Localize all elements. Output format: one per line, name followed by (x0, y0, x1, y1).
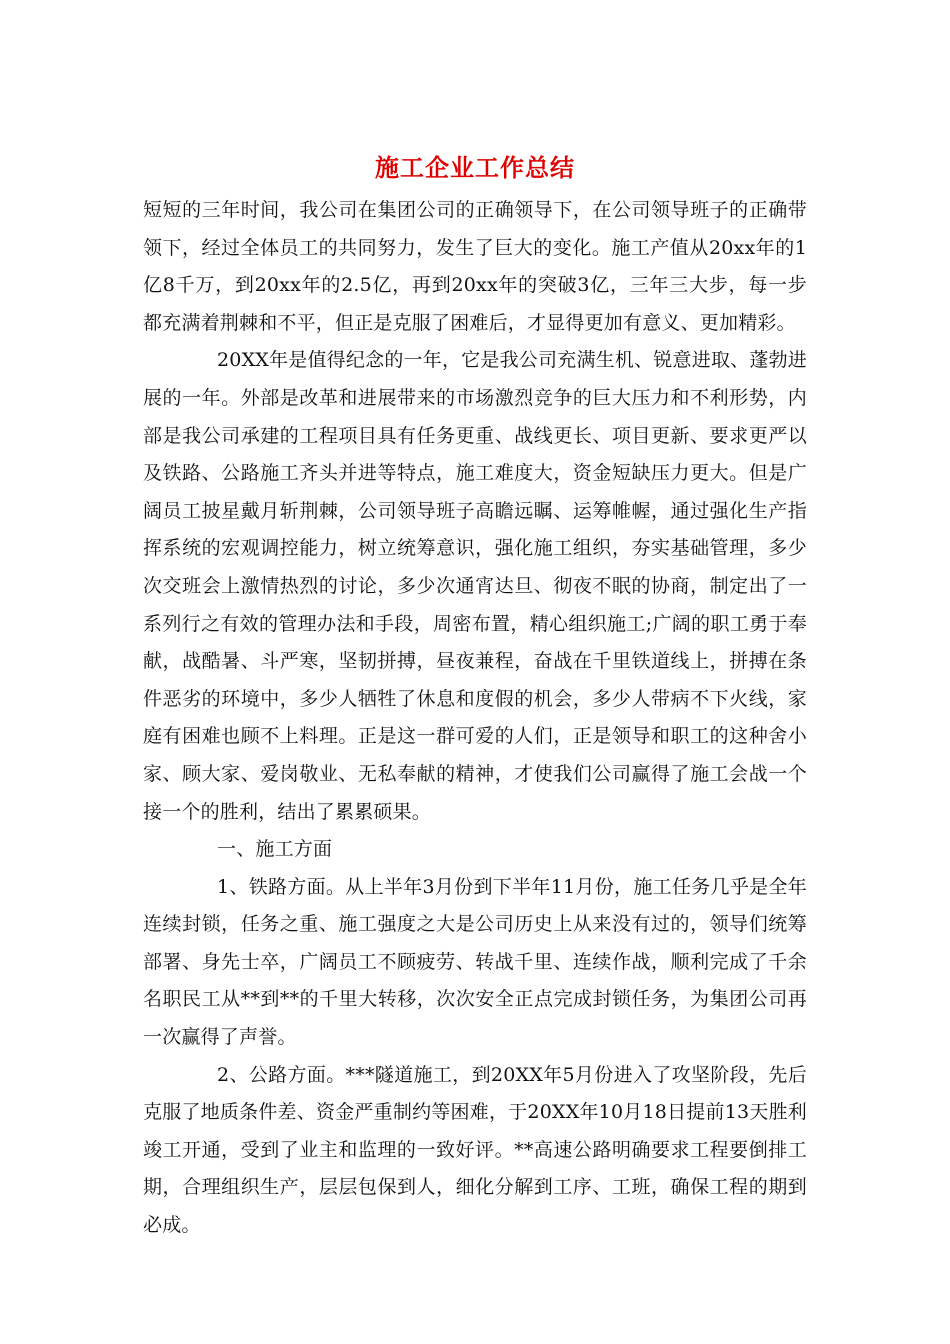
document-title: 施工企业工作总结 (375, 153, 575, 182)
paragraph-highway: 2、公路方面。***隧道施工，到20XX年5月份进入了攻坚阶段，先后克服了地质条件差、资金严重制约等困难，于20XX年10月18日提前13天胜利竣工开通，受到了业主和监理的一致好评。**高速公路明确要求工程要倒排工期，合理组织生产，层层包保到人，细化分解到工序、工班，确保工程的期到必成。 (143, 1063, 807, 1237)
section-heading-construction: 一、施工方面 (217, 838, 333, 861)
paragraph-year-review: 20XX年是值得纪念的一年，它是我公司充满生机、锐意进取、蓬勃进展的一年。外部是改革和进展带来的市场激烈竞争的巨大压力和不利形势，内部是我公司承建的工程项目具有任务更重、战线更长、项目更新、要求更严以及铁路、公路施工齐头并进等特点，施工难度大，资金短缺压力更大。但是广阔员工披星戴月斩荆棘，公司领导班子高瞻远瞩、运筹帷幄，通过强化生产指挥系统的宏观调控能力，树立统筹意识，强化施工组织，夯实基础管理，多少次交班会上激情热烈的讨论，多少次通宵达旦、彻夜不眠的协商，制定出了一系列行之有效的管理办法和手段，周密布置，精心组织施工;广阔的职工勇于奉献，战酷暑、斗严寒，坚韧拼搏，昼夜兼程，奋战在千里铁道线上，拼搏在条件恶劣的环境中，多少人牺牲了休息和度假的机会，多少人带病不下火线，家庭有困难也顾不上料理。正是这一群可爱的人们，正是领导和职工的这种舍小家、顾大家、爱岗敬业、无私奉献的精神，才使我们公司赢得了施工会战一个接一个的胜利，结出了累累硕果。 (143, 349, 807, 823)
document-body (143, 192, 807, 1245)
paragraph-railway: 1、铁路方面。从上半年3月份到下半年11月份，施工任务几乎是全年连续封锁，任务之重、施工强度之大是公司历史上从来没有过的，领导们统筹部署、身先士卒，广阔员工不顾疲劳、转战千里、连续作战，顺利完成了千余名职民工从**到**的千里大转移，次次安全正点完成封锁任务，为集团公司再一次赢得了声誉。 (143, 875, 807, 1049)
paragraph-intro: 短短的三年时间，我公司在集团公司的正确领导下，在公司领导班子的正确带领下，经过全体员工的共同努力，发生了巨大的变化。施工产值从20xx年的1亿8千万，到20xx年的2.5亿，再到20xx年的突破3亿，三年三大步，每一步都充满着荆棘和不平，但正是克服了困难后，才显得更加有意义、更加精彩。 (143, 199, 807, 334)
